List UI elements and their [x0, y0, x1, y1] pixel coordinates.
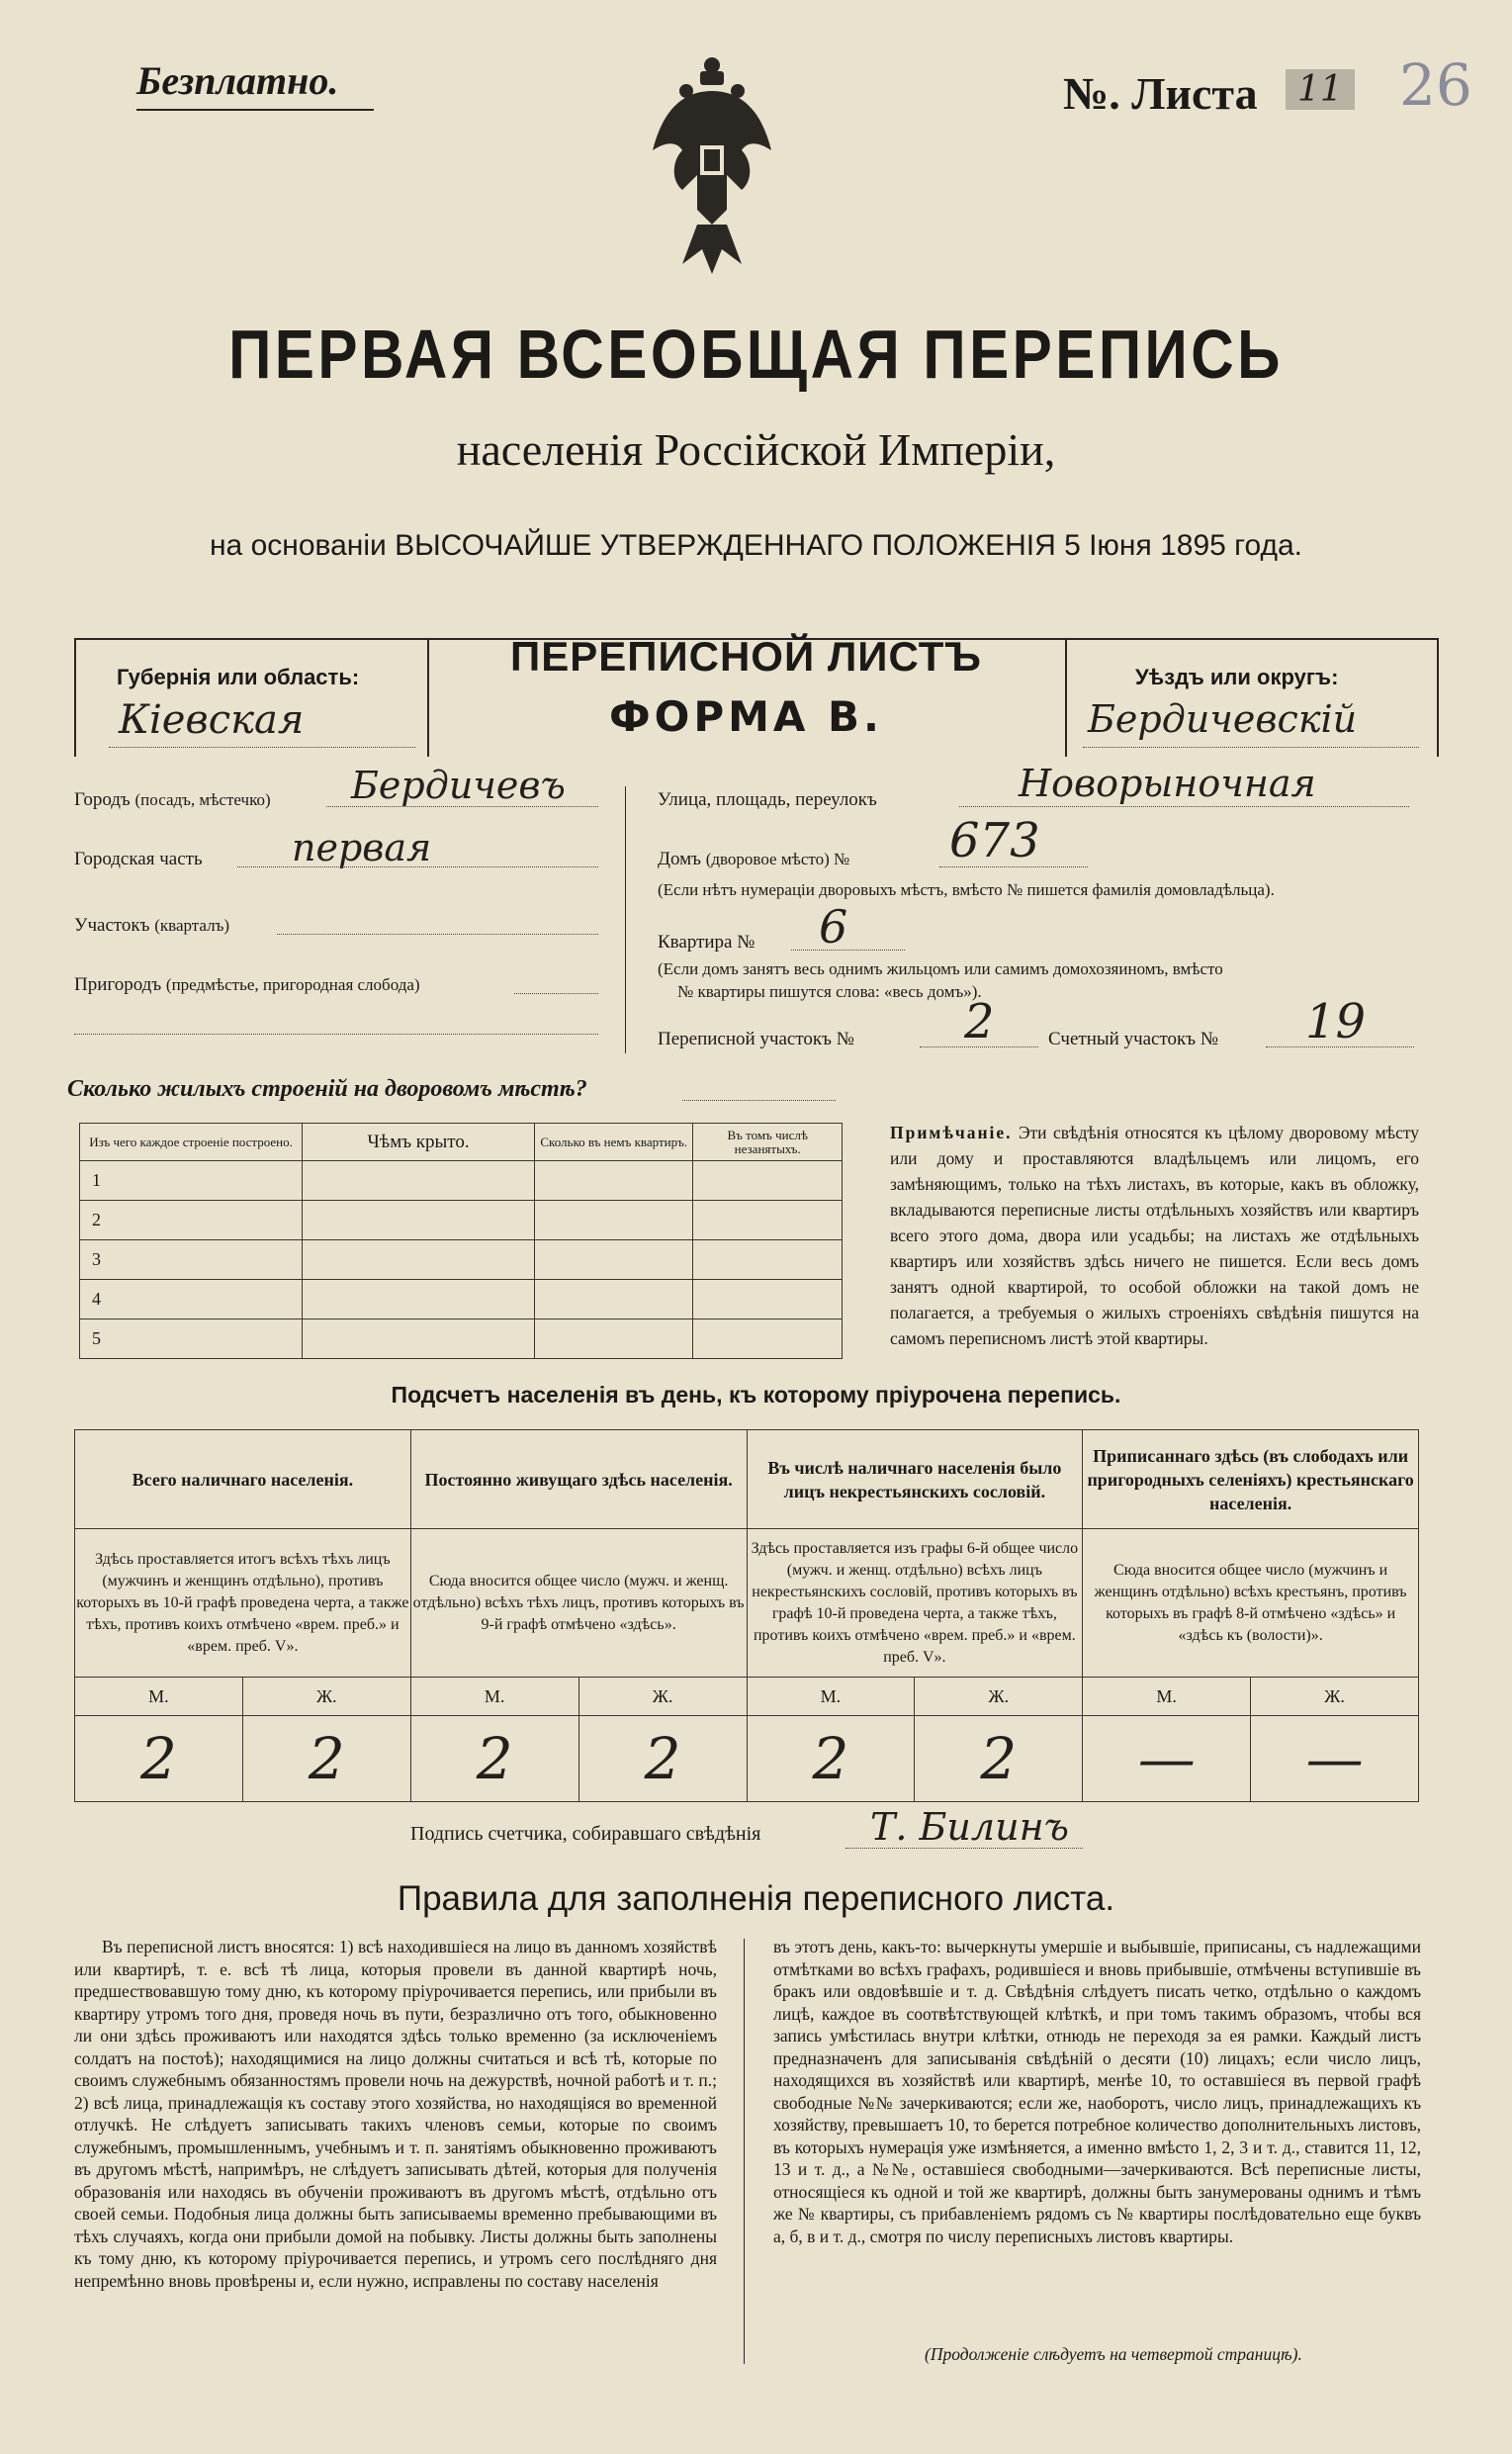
buildings-table — [79, 1123, 843, 1359]
population-group-head: Въ числѣ наличнаго населенія было лицъ некрестьянскихъ сословій. — [747, 1430, 1083, 1529]
ulitsa-rule — [959, 806, 1409, 807]
subtitle: населенія Россійской Имперіи, — [456, 424, 1056, 475]
buildings-cell[interactable] — [303, 1319, 535, 1359]
buildings-col-roof: Чѣмъ крыто. — [303, 1124, 535, 1161]
buildings-question: Сколько жилыхъ строеній на дворовомъ мѣстѣ? — [67, 1076, 587, 1102]
population-male-value[interactable]: 2 — [747, 1716, 915, 1802]
male-header: М. — [75, 1678, 243, 1716]
perepisnoi-value: 2 — [964, 994, 995, 1049]
kvartira-value: 6 — [819, 900, 848, 954]
population-table — [74, 1429, 1419, 1802]
kvartira-rule — [791, 950, 905, 951]
schetny-field: Счетный участокъ № — [1048, 1029, 1218, 1049]
population-group-desc: Сюда вносится общее число (мужч. и женщ. отдѣльно) всѣхъ тѣхъ лицъ, противъ которыхъ въ 9-й графѣ отмѣчено «здѣсь». — [410, 1529, 747, 1678]
female-header: Ж. — [915, 1678, 1083, 1716]
buildings-cell[interactable] — [693, 1201, 843, 1240]
signature-value: Т. Билинъ — [870, 1805, 1069, 1849]
population-group-desc: Здѣсь проставляется итогъ всѣхъ тѣхъ лицъ (мужчинъ и женщинъ отдѣльно), противъ которыхъ въ 10-й графѣ проведена черта, а также тѣхъ, противъ коихъ отмѣчено «врем. преб.» и «врем. преб. V». — [75, 1529, 411, 1678]
sheet-number-label: №. Листа — [1063, 68, 1258, 119]
perepisnoi-rule — [920, 1046, 1038, 1047]
population-group-head: Приписаннаго здѣсь (въ слободахъ или пригородныхъ селеніяхъ) крестьянскаго населенія. — [1083, 1430, 1419, 1529]
rules-continued-note: (Продолженіе слѣдуетъ на четвертой страницѣ). — [925, 2344, 1302, 2364]
dom-rule — [939, 866, 1088, 867]
buildings-cell[interactable] — [535, 1319, 693, 1359]
form-box-divider-right — [1065, 638, 1067, 757]
dom-value: 673 — [949, 813, 1040, 868]
gubernia-label: Губернія или область: — [117, 665, 360, 689]
imperial-eagle-emblem-icon — [643, 51, 781, 279]
population-group-desc: Сюда вносится общее число (мужчинъ и женщинъ отдѣльно) всѣхъ крестьянъ, противъ которыхъ въ графѣ 8-й отмѣчено «здѣсь» и «здѣсь къ (волости)». — [1083, 1529, 1419, 1678]
buildings-cell[interactable] — [535, 1161, 693, 1201]
population-male-value[interactable]: 2 — [410, 1716, 578, 1802]
population-male-value[interactable]: — — [1083, 1716, 1251, 1802]
buildings-row-num: 5 — [80, 1319, 303, 1359]
prigorod-rule — [514, 993, 598, 994]
kvartira-note-1: (Если домъ занятъ весь однимъ жильцомъ или самимъ домохозяиномъ, вмѣсто — [658, 959, 1223, 978]
uezd-rule — [1083, 747, 1419, 748]
buildings-cell[interactable] — [535, 1280, 693, 1319]
buildings-row-num: 4 — [80, 1280, 303, 1319]
form-box-right-edge — [1437, 638, 1439, 757]
buildings-cell[interactable] — [303, 1240, 535, 1280]
prigorod-rule-2 — [74, 1034, 598, 1035]
address-divider — [625, 786, 626, 1053]
chast-field: Городская часть — [74, 849, 203, 869]
uchastok-rule — [277, 934, 598, 935]
rules-right-column: въ этотъ день, какъ-то: вычеркнуты умершіе и выбывшіе, приписаны, съ надлежащими отмѣтками во всѣхъ графахъ, родившіеся и вновь прибывшіе, отмѣчены вступившіе въ бракъ или овдовѣвшіе и т. д. Свѣдѣнія слѣдуетъ писать четко, отдѣльно о каждомъ лицѣ, каждое въ соотвѣтствующей клѣткѣ, и при томъ такимъ образомъ, чтобы вся запись умѣстилась внутри клѣтки, отнюдь не переходя за ея рамки. Каждый листъ предназначенъ для записыванія свѣдѣній о десяти (10) лицахъ; если число лицъ, находящихся въ хозяйствѣ или квартирѣ, менѣе 10, то оставшіеся въ первой графѣ свободные №№ зачеркиваются; если же, наоборотъ, число лицъ, принадлежащихъ къ хозяйству, превышаетъ 10, то берется потребное количество дополнительныхъ листовъ, въ которыхъ нумерація уже измѣняется, а именно вмѣсто 1, 2, 3 и т. д., ставится 11, 12, 13 и т. д., а №№, оставшіеся свободными—зачеркиваются. Всѣ переписные листы, относящіеся къ одной и той же квартирѣ, должны быть занумерованы однимъ и тѣмъ же № квартиры, съ прибавленіемъ рядомъ съ № квартиры послѣдовательно еще буквъ а, б, в и т. д., смотря по числу переписныхъ листовъ квартиры. — [773, 1937, 1421, 2246]
buildings-row-num: 1 — [80, 1161, 303, 1201]
population-male-value[interactable]: 2 — [75, 1716, 243, 1802]
form-title: ПЕРЕПИСНОЙ ЛИСТЪ — [510, 633, 982, 680]
buildings-row-num: 3 — [80, 1240, 303, 1280]
population-group-head: Постоянно живущаго здѣсь населенія. — [410, 1430, 747, 1529]
male-header: М. — [747, 1678, 915, 1716]
dom-field: Домъ (дворовое мѣсто) № — [658, 849, 850, 869]
chast-rule — [237, 866, 598, 867]
gubernia-rule — [109, 747, 415, 748]
schetny-rule — [1266, 1046, 1414, 1047]
free-label: Безплатно. — [136, 58, 339, 103]
uezd-label: Уѣздъ или округъ: — [1135, 665, 1339, 689]
uchastok-field: Участокъ (кварталъ) — [74, 915, 230, 936]
gorod-rule — [326, 806, 598, 807]
buildings-cell[interactable] — [303, 1201, 535, 1240]
gorod-field: Городъ (посадъ, мѣстечко) — [74, 789, 271, 810]
buildings-cell[interactable] — [693, 1319, 843, 1359]
dom-note: (Если нѣтъ нумераціи дворовыхъ мѣстъ, вмѣсто № пишется фамилія домовладѣльца). — [658, 880, 1275, 899]
male-header: М. — [1083, 1678, 1251, 1716]
rules-divider — [744, 1939, 745, 2364]
perepisnoi-field: Переписной участокъ № — [658, 1029, 854, 1049]
buildings-cell[interactable] — [693, 1240, 843, 1280]
form-box-left-edge — [74, 638, 76, 757]
schetny-value: 19 — [1305, 994, 1367, 1049]
population-title: Подсчетъ населенія въ день, къ которому пріурочена перепись. — [391, 1382, 1121, 1408]
buildings-cell[interactable] — [303, 1280, 535, 1319]
buildings-cell[interactable] — [535, 1240, 693, 1280]
buildings-row-num: 2 — [80, 1201, 303, 1240]
buildings-note: Примѣчаніе. Эти свѣдѣнія относятся къ цѣлому дворовому мѣсту или дому и проставляются владѣльцемъ или лицомъ, его замѣняющимъ, только на тѣхъ листахъ, въ которые, какъ въ обложку, вкладываются переписные листы отдѣльныхъ хозяйствъ или квартиръ всего этого дома, двора или усадьбы; на листахъ же отдѣльныхъ квартиръ или хозяйствъ здѣсь ничего не пишется. Если весь домъ занятъ одной квартирой, то особой обложки на такой домъ не полагается, а требуемыя о жилыхъ строеніяхъ свѣдѣнія пишутся на самомъ переписномъ листѣ этой квартиры. — [890, 1123, 1420, 1348]
ulitsa-field: Улица, площадь, переулокъ — [658, 789, 877, 810]
kvartira-field: Квартира № — [658, 932, 756, 953]
legal-basis-line: на основаніи ВЫСОЧАЙШЕ УТВЕРЖДЕННАГО ПОЛОЖЕНІЯ 5 Іюня 1895 года. — [209, 529, 1302, 562]
female-header: Ж. — [1251, 1678, 1419, 1716]
form-code: ФОРМА В. — [608, 692, 884, 741]
buildings-col-material: Изъ чего каждое строеніе построено. — [80, 1124, 303, 1161]
prigorod-field: Пригородъ (предмѣстье, пригородная слобода) — [74, 974, 420, 995]
signature-rule — [845, 1848, 1083, 1849]
kvartira-note-2: № квартиры пишутся слова: «весь домъ»). — [677, 982, 982, 1001]
chast-value: первая — [292, 826, 432, 869]
buildings-cell[interactable] — [693, 1161, 843, 1201]
uezd-value: Бердичевскій — [1088, 697, 1358, 741]
buildings-col-vacant: Въ томъ числѣ незанятыхъ. — [693, 1124, 843, 1161]
free-underline — [136, 109, 374, 111]
population-female-value[interactable]: 2 — [915, 1716, 1083, 1802]
population-female-value[interactable]: — — [1251, 1716, 1419, 1802]
population-group-desc: Здѣсь проставляется изъ графы 6-й общее число (мужч. и женщ. отдѣльно) всѣхъ лицъ некрестьянскихъ сословій, противъ которыхъ въ графѣ 10-й проведена черта, а также тѣхъ, противъ коихъ отмѣчено «врем. преб.» и «врем. преб. V». — [747, 1529, 1083, 1678]
female-header: Ж. — [242, 1678, 410, 1716]
buildings-rule — [682, 1100, 836, 1101]
population-group-head: Всего наличнаго населенія. — [75, 1430, 411, 1529]
corner-archive-number: 26 — [1399, 51, 1472, 119]
gorod-value: Бердичевъ — [351, 764, 566, 807]
signature-label: Подпись счетчика, собиравшаго свѣдѣнія — [410, 1823, 761, 1845]
buildings-cell[interactable] — [535, 1201, 693, 1240]
population-female-value[interactable]: 2 — [578, 1716, 747, 1802]
sheet-number-value: 11 — [1286, 69, 1355, 110]
rules-left-column: Въ переписной листъ вносятся: 1) всѣ находившіеся на лицо въ данномъ хозяйствѣ или квартирѣ, т. е. всѣ тѣ лица, которыя провели въ данной квартирѣ ночь, предшествовавшую тому дню, къ которому пріурочивается перепись, или прибыли въ квартиру утромъ того дня, проведя ночь въ пути, безразлично отъ того, обыкновенно ли они здѣсь проживаютъ или находятся здѣсь только временно (за исключеніемъ солдатъ на постоѣ); находящимися на лицо должны считаться и всѣ тѣ, которые по своимъ служебнымъ обязанностямъ провели ночь на дежурствѣ, ночной работѣ и т. п.; 2) всѣ лица, принадлежащія къ составу этого хозяйства, но находящіяся во временной отлучкѣ. Не слѣдуетъ записывать такихъ членовъ семьи, которые по своимъ служебнымъ, промышленнымъ, учебнымъ и т. п. занятіямъ обыкновенно проживаютъ въ другомъ мѣстѣ, напримѣръ, не слѣдуетъ записывать дѣтей, которыя для полученія образованія или находясь въ обученіи проживаютъ въ другомъ мѣстѣ, отдѣльно отъ своей семьи. Подобныя лица должны быть записываемы временно пребывающими въ тѣхъ случаяхъ, когда они прибыли домой на побывку. Листы должны быть заполнены къ тому дню, къ которому пріурочивается перепись, и утромъ сего послѣдняго дня непремѣнно вновь провѣрены и, если нужно, исправлены по составу населенія — [74, 1937, 717, 2291]
buildings-cell[interactable] — [303, 1161, 535, 1201]
population-female-value[interactable]: 2 — [242, 1716, 410, 1802]
buildings-cell[interactable] — [693, 1280, 843, 1319]
gubernia-value: Кіевская — [119, 697, 305, 743]
rules-title: Правила для заполненія переписного листа. — [397, 1879, 1115, 1918]
male-header: М. — [410, 1678, 578, 1716]
ulitsa-value: Новорыночная — [1019, 762, 1316, 805]
main-title: ПЕРВАЯ ВСЕОБЩАЯ ПЕРЕПИСЬ — [228, 316, 1284, 393]
buildings-col-apartments: Сколько въ немъ квартиръ. — [535, 1124, 693, 1161]
female-header: Ж. — [578, 1678, 747, 1716]
